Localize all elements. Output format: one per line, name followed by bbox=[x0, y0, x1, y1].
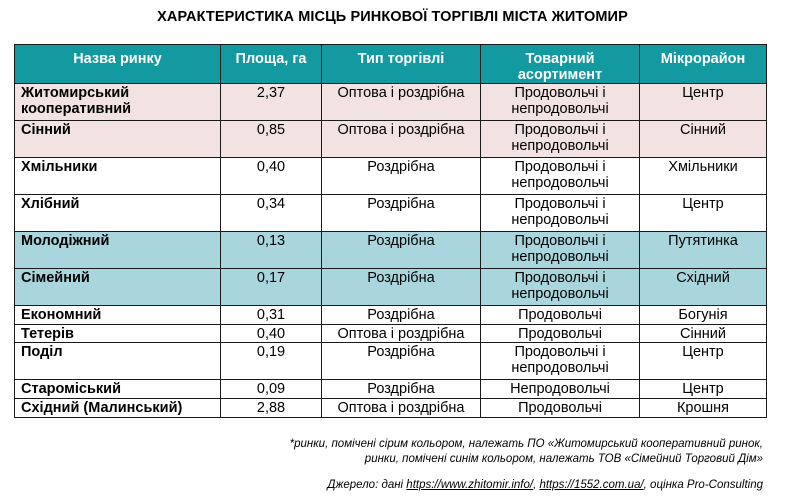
source-link-zhitomir[interactable]: https://www.zhitomir.info/ bbox=[406, 479, 534, 491]
market-name-cell: Хмільники bbox=[15, 158, 221, 195]
table-row bbox=[15, 325, 767, 343]
assortment-cell: Продовольчі bbox=[481, 399, 640, 418]
area-cell: 0,17 bbox=[221, 269, 322, 306]
trade-type-cell: Оптова і роздрібна bbox=[322, 121, 481, 158]
market-name-cell: Поділ bbox=[15, 343, 221, 380]
table-header-row bbox=[15, 45, 767, 84]
header-assortment: Товарний асортимент bbox=[481, 45, 640, 84]
market-name-cell: Тетерів bbox=[15, 325, 221, 343]
area-cell: 0,34 bbox=[221, 195, 322, 232]
district-cell: Центр bbox=[640, 380, 767, 399]
trade-type-cell: Роздрібна bbox=[322, 269, 481, 306]
assortment-cell: Продовольчі і непродовольчі bbox=[481, 121, 640, 158]
assortment-cell: Продовольчі і непродовольчі bbox=[481, 232, 640, 269]
trade-type-cell: Роздрібна bbox=[322, 306, 481, 325]
table-row bbox=[15, 232, 767, 269]
table-row bbox=[15, 306, 767, 325]
table-row bbox=[15, 195, 767, 232]
table-row bbox=[15, 121, 767, 158]
area-cell: 0,09 bbox=[221, 380, 322, 399]
district-cell: Хмільники bbox=[640, 158, 767, 195]
area-cell: 0,19 bbox=[221, 343, 322, 380]
table-row bbox=[15, 269, 767, 306]
market-name-cell: Сімейний bbox=[15, 269, 221, 306]
district-cell: Крошня bbox=[640, 399, 767, 418]
market-name-cell: Староміський bbox=[15, 380, 221, 399]
page-title: ХАРАКТЕРИСТИКА МІСЦЬ РИНКОВОЇ ТОРГІВЛІ МІСТА ЖИТОМИР bbox=[157, 9, 628, 25]
assortment-cell: Продовольчі і непродовольчі bbox=[481, 158, 640, 195]
area-cell: 0,40 bbox=[221, 325, 322, 343]
market-name-cell: Молодіжний bbox=[15, 232, 221, 269]
trade-type-cell: Роздрібна bbox=[322, 158, 481, 195]
header-name: Назва ринку bbox=[15, 45, 221, 84]
area-cell: 0,31 bbox=[221, 306, 322, 325]
trade-type-cell: Оптова і роздрібна bbox=[322, 84, 481, 121]
district-cell: Сінний bbox=[640, 325, 767, 343]
market-name-cell: Житомирський кооперативний bbox=[15, 84, 221, 121]
header-area: Площа, га bbox=[221, 45, 322, 84]
assortment-cell: Продовольчі і непродовольчі bbox=[481, 343, 640, 380]
source-link-1552[interactable]: https://1552.com.ua/ bbox=[539, 479, 644, 491]
table-row bbox=[15, 399, 767, 418]
assortment-cell: Продовольчі bbox=[481, 306, 640, 325]
source-suffix: , оцінка Pro-Consulting bbox=[643, 479, 763, 491]
district-cell: Путятинка bbox=[640, 232, 767, 269]
area-cell: 0,85 bbox=[221, 121, 322, 158]
district-cell: Сінний bbox=[640, 121, 767, 158]
table-row bbox=[15, 380, 767, 399]
market-name-cell: Хлібний bbox=[15, 195, 221, 232]
trade-type-cell: Роздрібна bbox=[322, 195, 481, 232]
table-body bbox=[15, 84, 767, 418]
header-type: Тип торгівлі bbox=[322, 45, 481, 84]
footnote-line-1: *ринки, помічені сірим кольором, належать ПО «Житомирський кооперативний ринок, bbox=[289, 438, 763, 450]
header-district: Мікрорайон bbox=[640, 45, 767, 84]
market-name-cell: Сінний bbox=[15, 121, 221, 158]
area-cell: 2,37 bbox=[221, 84, 322, 121]
trade-type-cell: Оптова і роздрібна bbox=[322, 399, 481, 418]
trade-type-cell: Роздрібна bbox=[322, 343, 481, 380]
assortment-cell: Продовольчі і непродовольчі bbox=[481, 269, 640, 306]
trade-type-cell: Роздрібна bbox=[322, 232, 481, 269]
area-cell: 0,40 bbox=[221, 158, 322, 195]
district-cell: Центр bbox=[640, 195, 767, 232]
district-cell: Центр bbox=[640, 84, 767, 121]
assortment-cell: Продовольчі і непродовольчі bbox=[481, 195, 640, 232]
market-name-cell: Економний bbox=[15, 306, 221, 325]
area-cell: 0,13 bbox=[221, 232, 322, 269]
table-row bbox=[15, 343, 767, 380]
district-cell: Центр bbox=[640, 343, 767, 380]
table-row bbox=[15, 84, 767, 121]
assortment-cell: Продовольчі і непродовольчі bbox=[481, 84, 640, 121]
district-cell: Східний bbox=[640, 269, 767, 306]
trade-type-cell: Роздрібна bbox=[322, 380, 481, 399]
source-separator: , bbox=[533, 479, 540, 491]
area-cell: 2,88 bbox=[221, 399, 322, 418]
market-name-cell: Східний (Малинський) bbox=[15, 399, 221, 418]
assortment-cell: Продовольчі bbox=[481, 325, 640, 343]
district-cell: Богунія bbox=[640, 306, 767, 325]
table-row bbox=[15, 158, 767, 195]
footnote-line-2: ринки, помічені синім кольором, належать ТОВ «Сімейний Торговий Дім» bbox=[364, 453, 763, 465]
trade-type-cell: Оптова і роздрібна bbox=[322, 325, 481, 343]
markets-table bbox=[14, 44, 767, 418]
source-prefix: Джерело: дані bbox=[327, 479, 407, 491]
footnote bbox=[290, 437, 763, 467]
source-note bbox=[327, 478, 763, 493]
assortment-cell: Непродовольчі bbox=[481, 380, 640, 399]
